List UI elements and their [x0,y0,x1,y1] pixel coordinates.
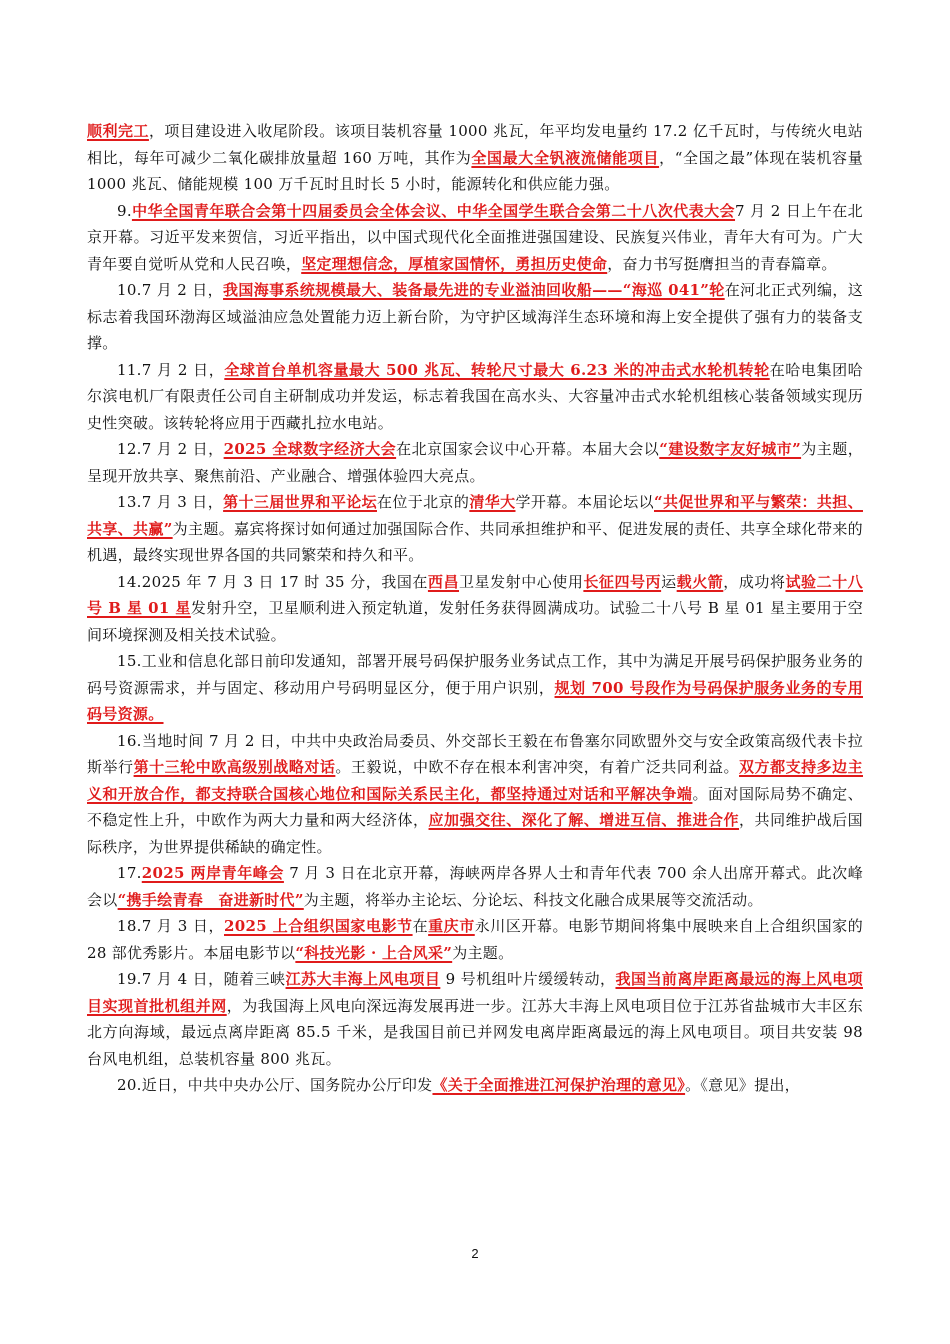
text-segment: 18.7 月 3 日， [117,917,224,935]
paragraph [87,728,863,861]
paragraph [87,1072,863,1099]
text-segment: 10.7 月 2 日， [117,281,224,299]
highlighted-text: 顺利完工 [87,122,149,140]
text-segment: 永川区开幕。电影节期间将集中展映来自上合组织国家的 28 部优秀影片。本届电影节以 [87,917,864,962]
text-segment: 17. [117,864,142,882]
highlighted-text: 江苏大丰海上风电项目 [285,970,441,988]
page-number: 2 [471,1246,479,1261]
text-segment: 16.当地时间 7 月 2 日，中共中央政治局委员、外交部长王毅在布鲁塞尔同欧盟外交与安全政策高级代表卡拉斯举行 [87,731,863,776]
text-segment: 7 月 3 日在北京开幕，海峡两岸各界人士和青年代表 700 余人出席开幕式。此次峰会以 [87,864,863,909]
text-segment: 20.近日，中共中央办公厅、国务院办公厅印发 [117,1076,433,1094]
highlighted-text: 我国当前离岸距离最远的海上风电项目实现首批机组并网 [87,970,863,1015]
text-segment: 。《意见》提出， [685,1076,800,1094]
paragraph [87,277,863,357]
text-segment: 运 [661,572,677,591]
text-segment: 在河北正式列编，这标志着我国环渤海区域溢油应急处置能力迈上新台阶，为守护区域海洋生态环境和海上安全提供了强有力的装备支撑。 [87,281,864,352]
text-segment: ，奋力书写挺膺担当的青春篇章。 [607,254,837,273]
highlighted-text: “科技光影 · 上合风采” [295,943,453,962]
text-segment: ，共同维护战后国际秩序，为世界提供稀缺的确定性。 [87,811,863,856]
highlighted-text: 全球首台单机容量最大 500 兆瓦、转轮尺寸最大 6.23 米的冲击式水轮机转轮 [224,360,770,379]
highlighted-text: 坚定理想信念，厚植家国情怀，勇担历史使命 [301,254,608,273]
text-segment: 在哈电集团哈尔滨电机厂有限责任公司自主研制成功并发运，标志着我国在高水头、大容量冲击式水轮机组核心装备领域实现历史性突破。该转轮将应用于西藏扎拉水电站。 [87,360,863,432]
text-segment: 12.7 月 2 日， [117,440,224,458]
text-segment: 发射升空，卫星顺利进入预定轨道，发射任务获得圆满成功。试验二十八号 B 星 01 星主要用于空间环境探测及相关技术试验。 [87,599,863,644]
highlighted-text: 清华大 [469,493,516,511]
paragraph [87,569,863,649]
highlighted-text: 重庆市 [428,917,475,935]
paragraph [87,198,863,278]
highlighted-text: 试验二十八号 B 星 01 星 [87,572,863,617]
highlighted-text: 第十三轮中欧高级别战略对话 [133,758,336,776]
paragraph [87,489,863,569]
text-segment: 学开幕。本届论坛以 [515,493,654,511]
text-segment: 9. [117,201,132,220]
text-segment: 为主题，将举办主论坛、分论坛、科技文化融合成果展等交流活动。 [303,890,763,909]
text-segment: 11.7 月 2 日， [117,360,225,379]
text-segment: 。面对国际局势不确定、不稳定性上升，中欧作为两大力量和两大经济体， [87,784,863,829]
highlighted-text: 2025 全球数字经济大会 [223,440,397,458]
text-segment: 在 [412,917,429,935]
text-segment: ，项目建设进入收尾阶段。该项目装机容量 1000 兆瓦，年平均发电量约 17.2 亿千瓦时，与传统火电站相比，每年可减少二氧化碳排放量超 160 万吨，其作为 [87,122,864,167]
paragraph [87,966,863,1072]
paragraph [87,436,863,489]
highlighted-text: 全国最大全钒液流储能项目 [471,148,660,167]
paragraph [87,648,863,728]
text-segment: 为主题。嘉宾将探讨如何通过加强国际合作、共同承担维护和平、促进发展的责任、共享全球化带来的机遇，最终实现世界各国的共同繁荣和持久和平。 [87,519,863,564]
document-body [87,118,863,1099]
paragraph [87,118,863,198]
text-segment: 9 号机组叶片缓缓转动， [440,970,616,988]
text-segment: 19.7 月 4 日，随着三峡 [117,970,286,988]
text-segment: ，成功将 [723,572,786,591]
text-segment: 。王毅说，中欧不存在根本利害冲突，有着广泛共同利益。 [335,758,740,776]
highlighted-text: 中华全国青年联合会第十四届委员会全体会议、中华全国学生联合会第二十八次代表大会 [131,201,736,220]
highlighted-text: 第十三届世界和平论坛 [223,493,377,511]
highlighted-text: 长征四号丙 [583,572,662,591]
text-segment: 15.工业和信息化部日前印发通知，部署开展号码保护服务业务试点工作，其中为满足开展号码保护服务业务的码号资源需求，并与固定、移动用户号码明显区分，便于用户识别， [87,652,863,697]
paragraph [87,860,863,913]
text-segment: 为主题。 [452,943,514,962]
paragraph [87,913,863,966]
highlighted-text: “建设数字友好城市” [659,440,802,458]
highlighted-text: “共促世界和平与繁荣：共担、共享、共赢” [87,493,863,538]
highlighted-text: 2025 两岸青年峰会 [141,864,284,882]
highlighted-text: 应加强交往、深化了解、增进互信、推进合作 [428,811,740,829]
text-segment: 为主题，呈现开放共享、聚焦前沿、产业融合、增强体验四大亮点。 [87,440,864,485]
paragraph [87,357,863,437]
text-segment: ，“全国之最”体现在装机容量 1000 兆瓦、储能规模 100 万千瓦时且时长 5 小时，能源转化和供应能力强。 [87,148,863,193]
text-segment: 7 月 2 日上午在北京开幕。习近平发来贺信，习近平指出，以中国式现代化全面推进强国建设、民族复兴伟业，青年大有可为。广大青年要自觉听从党和人民召唤， [87,201,863,273]
highlighted-text: 载火箭 [676,572,724,591]
text-segment: 13.7 月 3 日， [117,493,224,511]
highlighted-text: 《关于全面推进江河保护治理的意见》 [432,1076,686,1094]
text-segment: 在北京国家会议中心开幕。本届大会以 [396,440,660,458]
text-segment: 卫星发射中心使用 [459,572,584,591]
text-segment: ，为我国海上风电向深远海发展再进一步。江苏大丰海上风电项目位于江苏省盐城市大丰区东北方向海域，最远点离岸距离 85.5 千米，是我国目前已并网发电离岸距离最远的海上风电项目。项目共安装 98 台风电机组，总装机容量 800 兆瓦。 [87,996,863,1068]
highlighted-text: 西昌 [427,572,460,591]
highlighted-text: 双方都支持多边主义和开放合作，都支持联合国核心地位和国际关系民主化，都坚持通过对话和平解决争端 [87,758,863,803]
text-segment: 14.2025 年 7 月 3 日 17 时 35 分，我国在 [117,572,428,591]
text-segment: 在位于北京的 [376,493,470,511]
highlighted-text: 我国海事系统规模最大、装备最先进的专业溢油回收船——“海巡 041”轮 [223,281,725,299]
highlighted-text: 规划 700 号段作为号码保护服务业务的专用码号资源。 [87,678,863,723]
highlighted-text: 2025 上合组织国家电影节 [224,917,413,935]
highlighted-text: “携手绘青春 奋进新时代” [117,890,304,909]
